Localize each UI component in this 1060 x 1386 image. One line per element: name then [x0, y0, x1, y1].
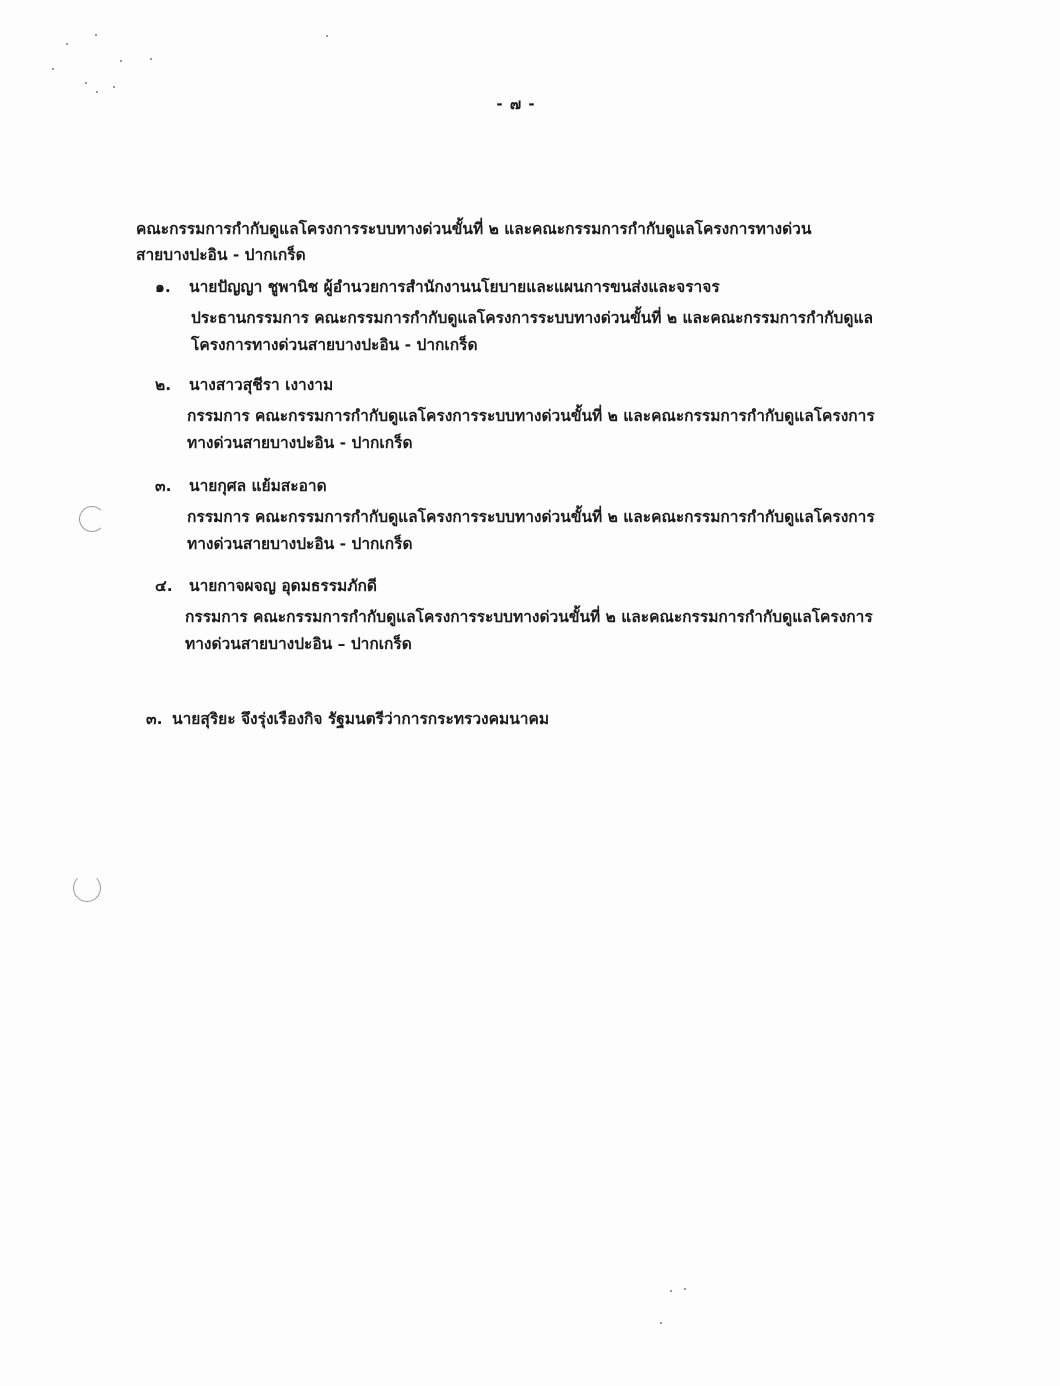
final-item-number: ๓. — [146, 710, 163, 728]
scan-speck — [95, 34, 97, 36]
member-name: นายปัญญา ชูพานิช ผู้อำนวยการสำนักงานนโยบายและแผนการขนส่งและจราจร — [189, 278, 720, 296]
scan-speck — [684, 1288, 686, 1290]
member-name-line — [155, 571, 895, 602]
scan-speck — [113, 86, 115, 88]
scan-speck — [85, 82, 87, 84]
member-role-line-2: โครงการทางด่วนสายบางปะอิน - ปากเกร็ด — [191, 336, 478, 354]
member-number: ๒. — [155, 376, 172, 394]
member-role-line-2: ทางด่วนสายบางปะอิน – ปากเกร็ด — [185, 635, 412, 653]
scan-speck — [660, 1322, 662, 1324]
heading-line-2: สายบางปะอิน - ปากเกร็ด — [136, 246, 306, 264]
member-name-line — [155, 471, 895, 502]
scan-speck — [66, 43, 68, 45]
scan-speck — [326, 35, 328, 37]
heading-line-1: คณะกรรมการกำกับดูแลโครงการระบบทางด่วนขั้นที่ ๒ และคณะกรรมการกำกับดูแลโครงการทางด่วน — [136, 220, 812, 238]
page-number: - ๗ - — [496, 95, 536, 113]
member-name: นายกาจผจญ อุดมธรรมภักดี — [189, 577, 377, 595]
member-number: ๑. — [155, 278, 171, 296]
member-role-line-1: กรรมการ คณะกรรมการกำกับดูแลโครงการระบบทางด่วนขั้นที่ ๒ และคณะกรรมการกำกับดูแลโครงการ — [185, 608, 873, 626]
scan-speck — [52, 68, 54, 70]
committee-heading — [136, 216, 836, 268]
member-number: ๔. — [155, 577, 173, 595]
member-role-line-2: ทางด่วนสายบางปะอิน - ปากเกร็ด — [187, 535, 413, 553]
member-role-line-1: กรรมการ คณะกรรมการกำกับดูแลโครงการระบบทางด่วนขั้นที่ ๒ และคณะกรรมการกำกับดูแลโครงการ — [187, 407, 875, 425]
member-role-line-1: กรรมการ คณะกรรมการกำกับดูแลโครงการระบบทางด่วนขั้นที่ ๒ และคณะกรรมการกำกับดูแลโครงการ — [187, 508, 875, 526]
scan-speck — [120, 60, 122, 62]
scan-speck — [150, 58, 152, 60]
member-name: นางสาวสุชีรา เงางาม — [189, 376, 334, 394]
member-role-line-2: ทางด่วนสายบางปะอิน - ปากเกร็ด — [187, 434, 413, 452]
member-name: นายกุศล แย้มสะอาด — [189, 477, 327, 495]
member-item-2 — [155, 370, 895, 459]
scan-speck — [670, 1290, 672, 1292]
member-item-4 — [155, 571, 895, 660]
punch-hole-mark — [79, 506, 105, 532]
final-list-item — [146, 706, 549, 731]
member-item-1 — [155, 272, 895, 361]
member-number: ๓. — [155, 477, 172, 495]
member-name-line — [155, 370, 895, 401]
member-item-3 — [155, 471, 895, 560]
punch-hole-mark — [73, 874, 101, 902]
final-item-text: นายสุริยะ จึงรุ่งเรืองกิจ รัฐมนตรีว่าการกระทรวงคมนาคม — [172, 710, 550, 728]
member-name-line — [155, 272, 895, 303]
member-role-line-1: ประธานกรรมการ คณะกรรมการกำกับดูแลโครงการระบบทางด่วนขั้นที่ ๒ และคณะกรรมการกำกับดูแล — [191, 309, 873, 327]
